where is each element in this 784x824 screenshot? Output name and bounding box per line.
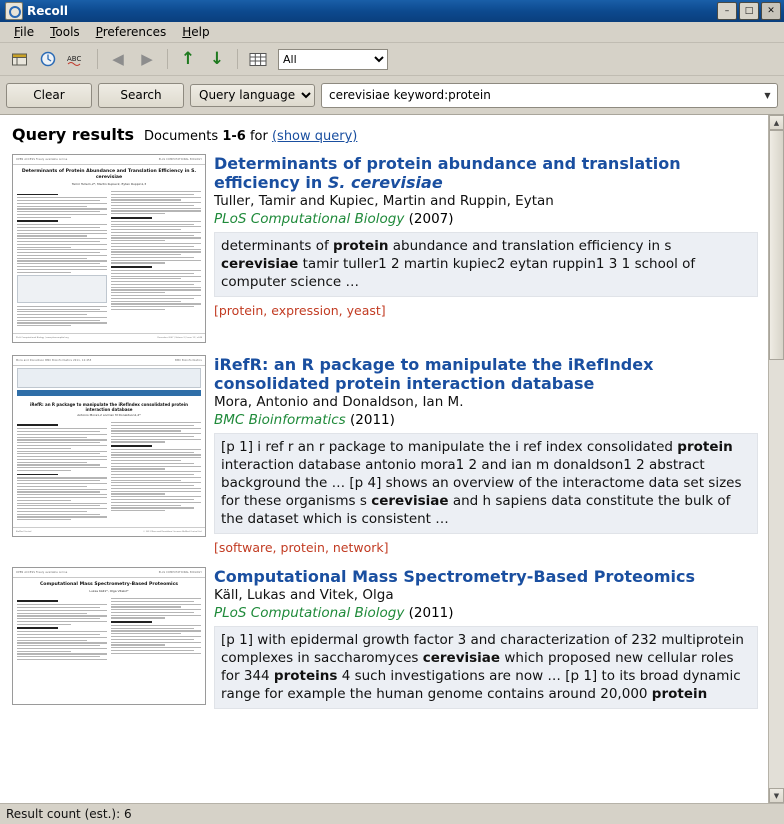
menu-preferences[interactable]: Preferences [95,25,167,39]
thumbnail-page [13,356,205,536]
search-history-chevron-down-icon[interactable]: ▼ [764,90,771,100]
titlebar [0,0,784,22]
result-keywords: [software, protein, network] [214,539,389,555]
thumbnail-footer-right: © 2011 Mora and Donaldson; licensee BioMed Central Ltd. [143,530,202,533]
thumbnail-title: iRefR: an R package to manipulate the iRefIndex consolidated protein interaction database [30,401,188,412]
page-title: Query results [12,125,135,144]
document-thumbnail[interactable] [12,567,206,705]
result-year: (2007) [408,211,454,227]
search-input-wrapper[interactable] [321,83,778,108]
app-icon [5,2,23,20]
clear-button[interactable]: Clear [6,83,92,108]
minimize-button[interactable]: – [717,2,737,20]
window-controls [717,2,781,20]
thumbnail-column-right [111,598,201,662]
documents-range: 1-6 [222,129,246,144]
thumbnail-header [13,568,205,578]
thumbnail-columns [13,596,205,665]
results-list [0,115,768,803]
thumbnail-title: Determinants of Protein Abundance and Translation Efficiency in S. cerevisiae [21,169,197,180]
menubar [0,22,784,43]
result-journal: BMC Bioinformatics [214,411,346,428]
scroll-up-button[interactable]: ▲ [769,115,784,130]
result-keywords: [protein, expression, yeast] [214,303,386,318]
thumbnail-column-left [17,598,107,662]
results-area [0,114,784,803]
thumbnail-title: Computational Mass Spectrometry-Based Proteomics [39,581,179,587]
update-index-icon[interactable] [35,46,61,72]
result-snippet: determinants of protein abundance and translation efficiency in s cerevisiae tamir tuller1 2 martin kupiec2 eytan ruppin1 3 1 school of computer science … [214,232,758,297]
result-year: (2011) [408,604,454,621]
thumbnail-footer-right: December 2007 | Volume 3 | Issue 12 | e248 [157,336,202,339]
thumbnail-header-left: OPEN ACCESS Freely available online [16,158,68,161]
result-journal: PLoS Computational Biology [214,604,405,621]
result-authors: Käll, Lukas and Vitek, Olga [214,586,394,603]
thumbnail-page [13,155,205,342]
thumbnail-columns [13,189,205,331]
for-label: for [249,129,268,144]
result-title-link[interactable] [214,355,758,393]
table-view-icon[interactable] [245,46,271,72]
back-icon[interactable]: ◀ [112,50,124,68]
document-thumbnail[interactable] [12,154,206,343]
sort-ascending-icon[interactable]: ↑ [180,49,196,69]
result-item[interactable] [0,565,768,719]
results-header [0,115,768,152]
result-year: (2011) [350,411,395,428]
maximize-button[interactable]: □ [739,2,759,20]
scrollbar-thumb[interactable] [769,130,784,360]
thumbnail-header-right: BMC Bioinformatics [175,358,202,362]
toolbar-separator-2 [167,49,168,69]
search-input[interactable] [327,85,760,106]
thumbnail-research-article-band [17,390,201,396]
statusbar [0,803,784,824]
thumbnail-header-right: PLoS COMPUTATIONAL BIOLOGY [158,570,202,574]
close-button[interactable]: ✕ [761,2,781,20]
result-filter-select[interactable] [278,49,388,70]
result-journal: PLoS Computational Biology [214,211,405,227]
menu-file[interactable]: File [14,25,35,39]
index-config-icon[interactable] [6,46,32,72]
result-journal-line [214,210,758,228]
search-button[interactable]: Search [98,83,184,108]
documents-count [144,129,357,144]
scroll-down-button[interactable]: ▼ [769,788,784,803]
menu-help[interactable]: Help [182,25,210,39]
result-title-main: iRefR: an R package to manipulate the iRefIndex consolidated protein interaction database [214,354,654,393]
thumbnail-authors: Tamir Tuller1,2*, Martin Kupiec2, Eytan Ruppin1,3 [71,182,147,186]
window-title: Recoll [27,4,68,18]
result-journal-line [214,411,758,429]
thumbnail-header-left: Mora and Donaldson BMC Bioinformatics 2011, 12:455 [16,358,92,362]
result-item[interactable] [0,353,768,565]
result-authors: Mora, Antonio and Donaldson, Ian M. [214,393,464,410]
thumbnail-header [13,155,205,165]
result-journal-line [214,604,758,622]
query-language-select[interactable] [190,84,315,107]
result-title-link[interactable] [214,154,758,192]
toolbar-separator-3 [237,49,238,69]
thumbnail-authors: Lukas Käll1*, Olga Vitek2* [89,588,129,593]
thumbnail-footer-left: PLoS Computational Biology | www.ploscompbiol.org [16,336,69,339]
thumbnail-footer-left: BioMed Central [16,530,32,533]
thumbnail-column-right [111,422,201,522]
documents-label: Documents [144,129,219,144]
result-text [214,154,758,318]
result-title-main: Determinants of protein abundance and translation efficiency in [214,154,681,192]
spelling-icon[interactable] [64,46,90,72]
document-thumbnail[interactable] [12,355,206,537]
svg-text:ABC: ABC [67,54,82,63]
result-text [214,567,758,709]
search-bar [0,76,784,114]
forward-icon[interactable]: ▶ [141,50,153,68]
toolbar [0,43,784,76]
thumbnail-column-left [17,422,107,522]
thumbnail-footer [13,333,205,342]
sort-descending-icon[interactable]: ↓ [209,49,225,69]
thumbnail-header-right: PLoS COMPUTATIONAL BIOLOGY [158,158,202,161]
toolbar-separator [97,49,98,69]
result-title-italic: S. cerevisiae [327,173,443,192]
thumbnail-column-left [17,191,107,328]
scrollbar-track[interactable] [769,130,784,788]
result-snippet: [p 1] with epidermal growth factor 3 and characterization of 232 multiprotein complexes in saccharomyces cerevisiae which proposed new cellular roles for 344 proteins 4 such investigations are now … [p 1] to its broad dynamic range for example the human genome contains around 20,000 protein [214,626,758,709]
result-authors: Tuller, Tamir and Kupiec, Martin and Ruppin, Eytan [214,193,554,209]
thumbnail-header-left: OPEN ACCESS Freely available online [16,570,68,574]
thumbnail-column-right [111,191,201,328]
result-count-status: Result count (est.): 6 [6,807,132,821]
thumbnail-header [13,356,205,366]
result-item[interactable] [0,152,768,353]
thumbnail-footer [13,527,205,536]
thumbnail-authors: Antonio Mora1,2 and Ian M Donaldson1,2* [77,412,141,417]
result-title-main: Computational Mass Spectrometry-Based Proteomics [214,566,696,586]
result-text [214,355,758,555]
thumbnail-page [13,568,205,665]
result-title-link[interactable] [214,567,758,586]
menu-tools[interactable]: Tools [50,25,80,39]
show-query-link[interactable]: (show query) [271,129,358,144]
results-scrollbar[interactable] [768,115,784,803]
thumbnail-columns [13,420,205,525]
result-snippet: [p 1] i ref r an r package to manipulate the i ref index consolidated protein interaction database antonio mora1 2 and ian m donaldson1 2 abstract background the … [p 4] shows an overview of the interactome data set sizes for these organisms s cerevisiae and h sapiens data constitute the bulk of the dataset which is consistent … [214,433,758,534]
